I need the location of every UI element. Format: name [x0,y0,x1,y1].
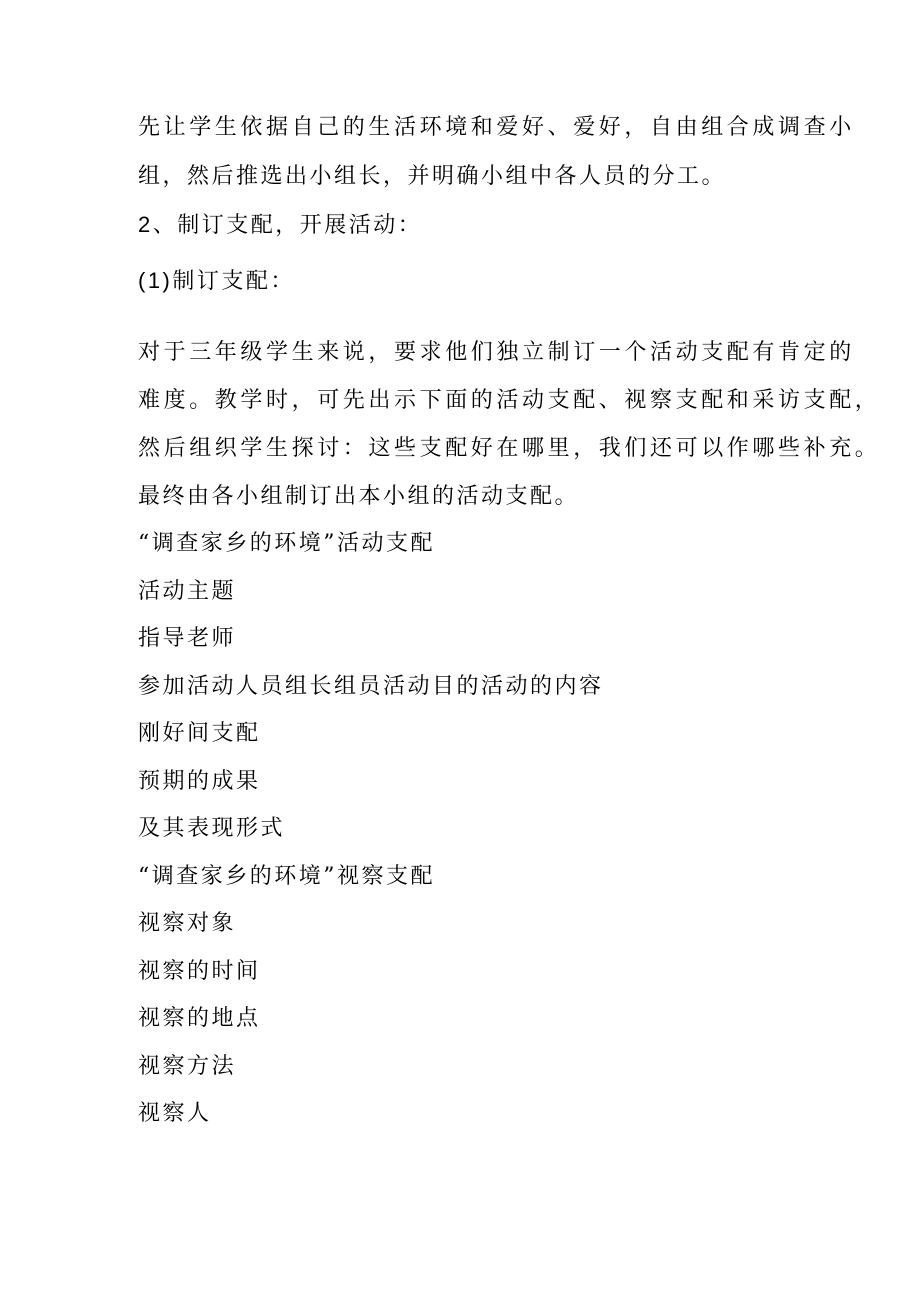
observation-plan-title: “调查家乡的环境”视察支配 [138,864,435,889]
observation-plan-item: 视察对象 [138,911,237,936]
activity-plan-title: “调查家乡的环境”活动支配 [138,531,435,556]
observation-plan-item: 视察的地点 [138,1006,261,1031]
paragraph-1-line-2: 组，然后推选出小组长，并明确小组中各人员的分工。 [138,164,727,189]
sub-heading-text: 制订支配： [172,269,295,294]
sub-heading [138,266,295,297]
paragraph-1-line-1: 先让学生依据自己的生活环境和爱好、爱好，自由组合成调查小 [138,115,855,140]
sub-heading-number: (1) [138,268,173,293]
step-heading-text: 、制订支配，开展活动： [152,213,423,238]
paragraph-2-line-4: 最终由各小组制订出本小组的活动支配。 [138,484,580,509]
paragraph-2-line-2: 难度。教学时，可先出示下面的活动支配、视察支配和采访支配， [138,388,881,413]
activity-plan-item: 及其表现形式 [138,816,286,841]
observation-plan-item: 视察方法 [138,1054,237,1079]
activity-plan-item: 预期的成果 [138,769,261,794]
paragraph-2-line-3: 然后组织学生探讨：这些支配好在哪里，我们还可以作哪些补充。 [138,436,881,461]
paragraph-2-line-1: 对于三年级学生来说，要求他们独立制订一个活动支配有肯定的 [138,340,855,365]
observation-plan-item: 视察的时间 [138,959,261,984]
observation-plan-item: 视察人 [138,1101,212,1126]
activity-plan-item: 参加活动人员组长组员活动目的活动的内容 [138,674,604,699]
activity-plan-item: 刚好间支配 [138,721,261,746]
activity-plan-item: 活动主题 [138,579,237,604]
step-number: 2 [138,212,153,237]
activity-plan-item: 指导老师 [138,626,237,651]
step-heading [138,210,422,241]
